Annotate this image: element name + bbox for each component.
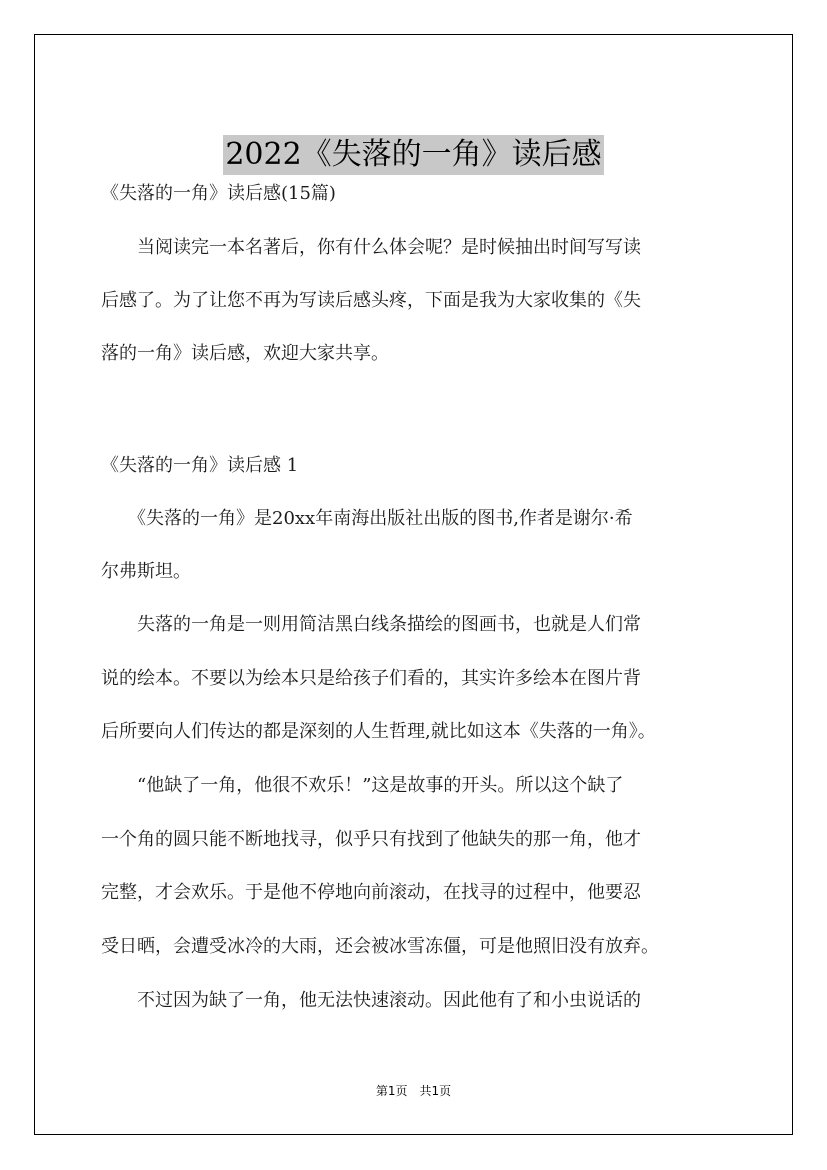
- text-line: 受日晒，会遭受冰冷的大雨，还会被冰雪冻僵，可是他照旧没有放弃。: [101, 936, 659, 957]
- text-line: 后所要向人们传达的都是深刻的人生哲理,就比如这本《失落的一角》。: [101, 721, 656, 742]
- text-line: 当阅读完一本名著后，你有什么体会呢？是时候抽出时间写写读: [101, 237, 641, 258]
- text-line: 落的一角》读后感，欢迎大家共享。: [101, 343, 389, 364]
- section-heading: 《失落的一角》读后感 1: [101, 455, 299, 476]
- text-line: 不过因为缺了一角，他无法快速滚动。因此他有了和小虫说话的: [101, 990, 641, 1011]
- text-line: 尔弗斯坦。: [101, 561, 191, 582]
- title-wrap: [35, 135, 792, 175]
- text-line: 失落的一角是一则用简洁黑白线条描绘的图画书，也就是人们常: [101, 614, 641, 635]
- document-title: 2022《失落的一角》读后感: [223, 135, 603, 175]
- text-line: 一个角的圆只能不断地找寻，似乎只有找到了他缺失的那一角，他才: [101, 829, 641, 850]
- text-line: 说的绘本。不要以为绘本只是给孩子们看的，其实许多绘本在图片背: [101, 668, 641, 689]
- document-page: [34, 34, 793, 1135]
- text-line: 后感了。为了让您不再为写读后感头疼，下面是我为大家收集的《失: [101, 290, 641, 311]
- text-line: “他缺了一角，他很不欢乐！”这是故事的开头。所以这个缺了: [101, 775, 624, 796]
- subtitle-line: 《失落的一角》读后感(15篇): [101, 183, 336, 204]
- text-line: 完整，才会欢乐。于是他不停地向前滚动，在找寻的过程中，他要忍: [101, 882, 641, 903]
- text-line: 《失落的一角》是20xx年南海出版社出版的图书,作者是谢尔·希: [101, 508, 633, 529]
- page-footer: 第1页 共1页: [375, 1084, 452, 1098]
